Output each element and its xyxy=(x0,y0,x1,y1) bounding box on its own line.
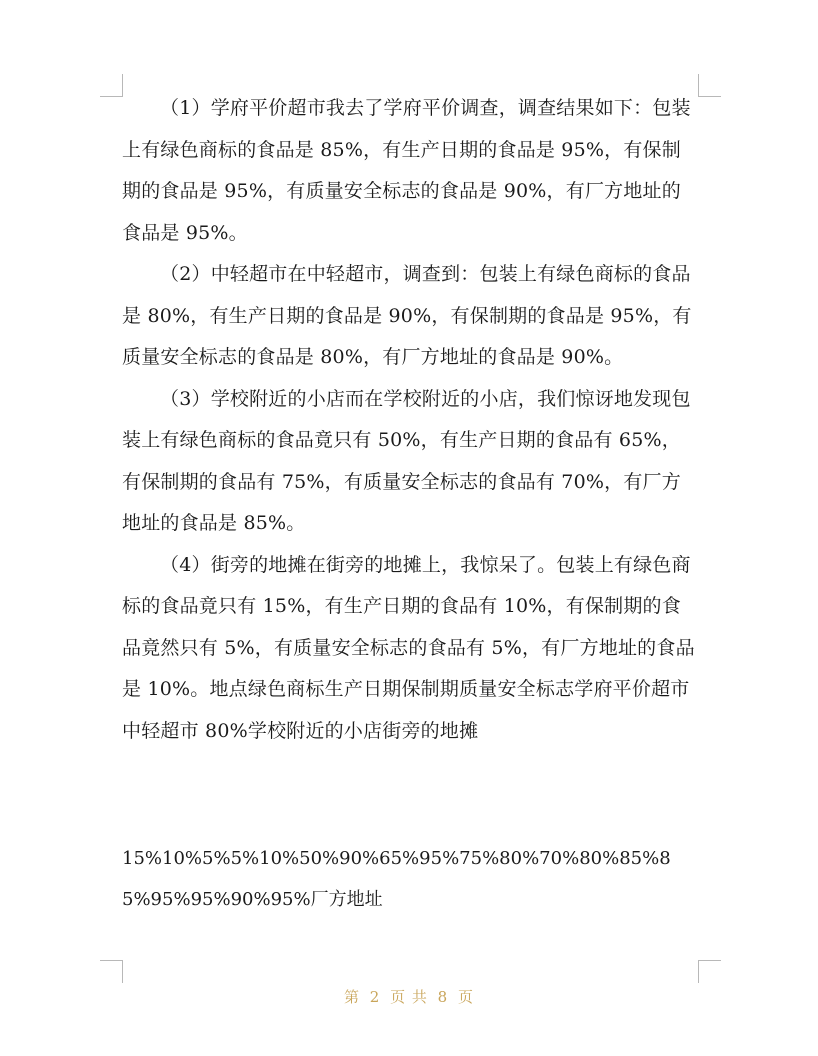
footer-prefix: 第 xyxy=(343,988,360,1006)
top-right-margin-mark xyxy=(698,74,721,97)
percentage-line: 15%10%5%5%10%50%90%65%95%75%80%70%80%85%85%95%95%90%95%厂方地址 xyxy=(122,848,671,910)
paragraph-3: （3）学校附近的小店而在学校附近的小店，我们惊讶地发现包装上有绿色商标的食品竟只有 50%，有生产日期的食品有 65%，有保制期的食品有 75%，有质量安全标志的食品有 70%，有厂方地址的食品是 85%。 xyxy=(122,387,691,534)
paragraph-1: （1）学府平价超市我去了学府平价调查，调查结果如下：包装上有绿色商标的食品是 85%，有生产日期的食品是 95%，有保制期的食品是 95%，有质量安全标志的食品是 90%，有厂方地址的食品是 95%。 xyxy=(122,97,691,244)
footer-current-page: 2 xyxy=(369,988,381,1006)
page-footer xyxy=(0,986,818,1007)
footer-total-pages: 8 xyxy=(437,988,449,1006)
bottom-right-margin-mark xyxy=(698,960,721,983)
top-left-margin-mark xyxy=(100,74,123,97)
paragraph-2: （2）中轻超市在中轻超市，调查到：包装上有绿色商标的食品是 80%，有生产日期的食品是 90%，有保制期的食品是 95%，有质量安全标志的食品是 80%，有厂方地址的食品是 90%。 xyxy=(122,263,692,368)
bottom-left-margin-mark xyxy=(100,960,123,983)
document-body xyxy=(122,88,698,752)
footer-suffix: 页 xyxy=(458,988,475,1006)
footer-middle: 页 共 xyxy=(390,988,428,1006)
paragraph-4: （4）街旁的地摊在街旁的地摊上，我惊呆了。包装上有绿色商标的食品竟只有 15%，有生产日期的食品有 10%，有保制期的食品竟然只有 5%，有质量安全标志的食品有 5%，有厂方地址的食品是 10%。地点绿色商标生产日期保制期质量安全标志学府平价超市中轻超市 80%学校附近的小店街旁的地摊 xyxy=(122,553,695,742)
